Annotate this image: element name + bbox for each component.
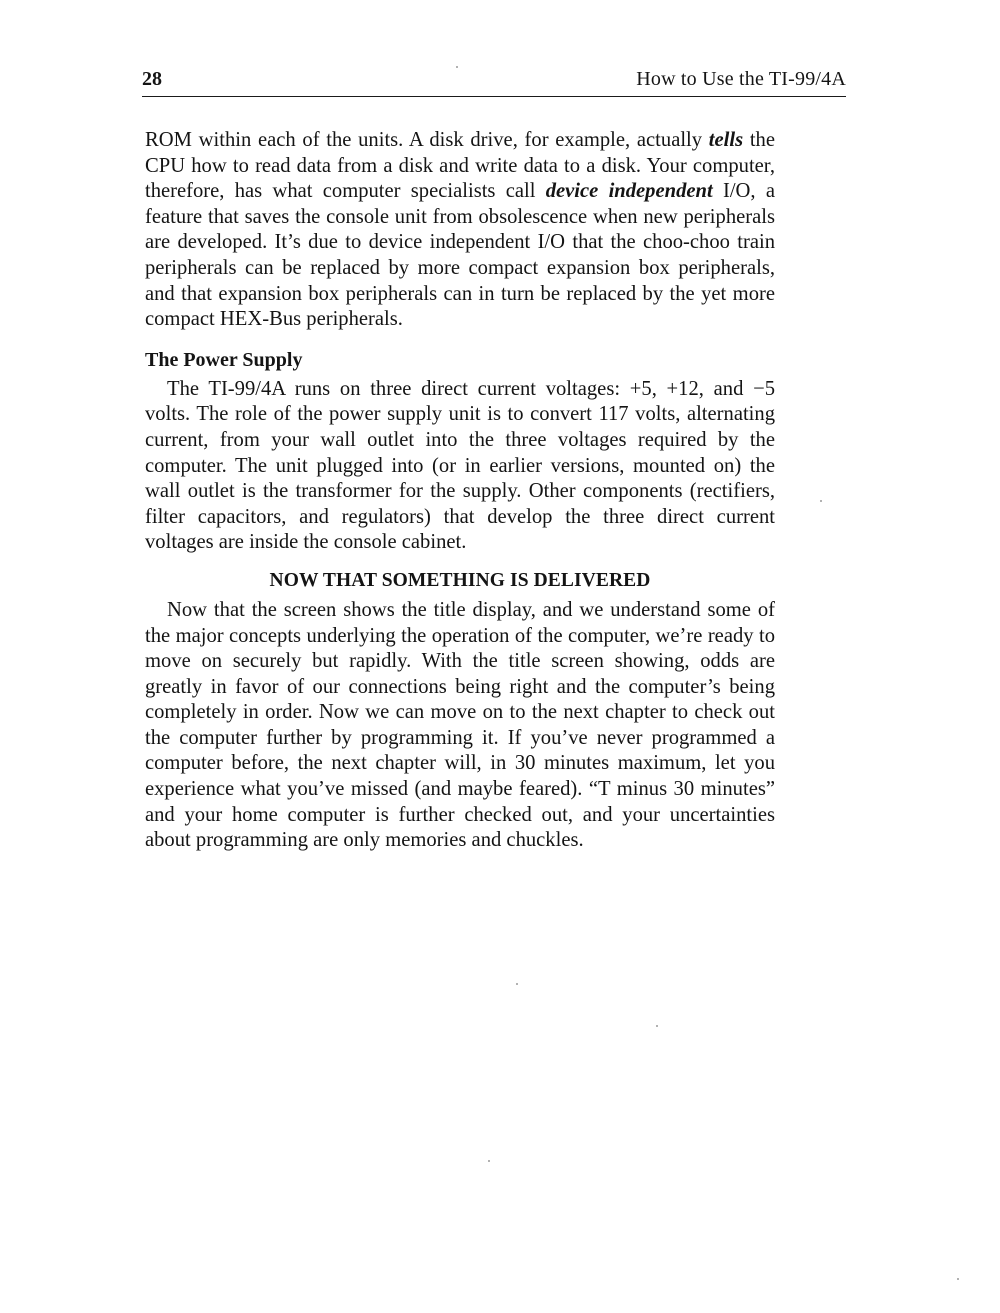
running-title: How to Use the TI-99/4A [636, 68, 846, 90]
paragraph-power-supply [145, 377, 775, 556]
section-heading-delivered: NOW THAT SOMETHING IS DELIVERED [269, 569, 651, 591]
scan-speck [820, 500, 822, 502]
emphasis-device-independent: device independent [545, 180, 713, 203]
paragraph-text: the CPU how to read data from a disk and write data to a disk. Your computer, therefore, has what computer specialists call [145, 129, 775, 203]
emphasis-tells: tells [708, 129, 744, 151]
scan-speck [656, 1025, 658, 1027]
running-header [142, 66, 846, 97]
paragraph-delivered [145, 598, 775, 854]
scan-speck [456, 66, 458, 68]
paragraph-text: ROM within each of the units. A disk drive, for example, actually [145, 129, 709, 151]
scan-speck [488, 1160, 490, 1162]
page-number: 28 [142, 68, 162, 90]
scan-speck [516, 983, 518, 985]
body-text [145, 128, 775, 854]
paragraph-text: Now that the screen shows the title display, and we understand some of the major concepts underlying the operation of the computer, we’re ready to move on securely but rapidly. With the title screen showing, odds are greatly in favor of our connections being right and the computer’s being completely in order. Now we can move on to the next chapter to check out the computer further by programming it. If you’ve never programmed a computer before, the next chapter will, in 30 minutes maximum, let you experience what you’ve missed (and maybe feared). “T minus 30 minutes” and your home computer is further checked out, and your uncertainties about programming are only memories and chuckles. [145, 598, 775, 852]
power-supply-heading: The Power Supply [145, 348, 303, 371]
paragraph-device-io [145, 128, 775, 333]
paragraph-text: I/O, a feature that saves the console unit from obsolescence when new peripherals are developed. It’s due to device independent I/O that the choo-choo train peripherals can be replaced by more compact expansion box peripherals, and that expansion box peripherals can in turn be replaced by the yet more compact HEX-Bus peripherals. [145, 180, 775, 331]
paragraph-text: The TI-99/4A runs on three direct current voltages: +5, +12, and −5 volts. The role of the power supply unit is to convert 117 volts, alternating current, from your wall outlet into the three voltages required by the computer. The unit plugged into (or in earlier versions, mounted on) the wall outlet is the transformer for the supply. Other components (rectifiers, filter capacitors, and regulators) that develop the three direct current voltages are inside the console cabinet. [145, 377, 775, 554]
scan-speck [957, 1278, 959, 1280]
